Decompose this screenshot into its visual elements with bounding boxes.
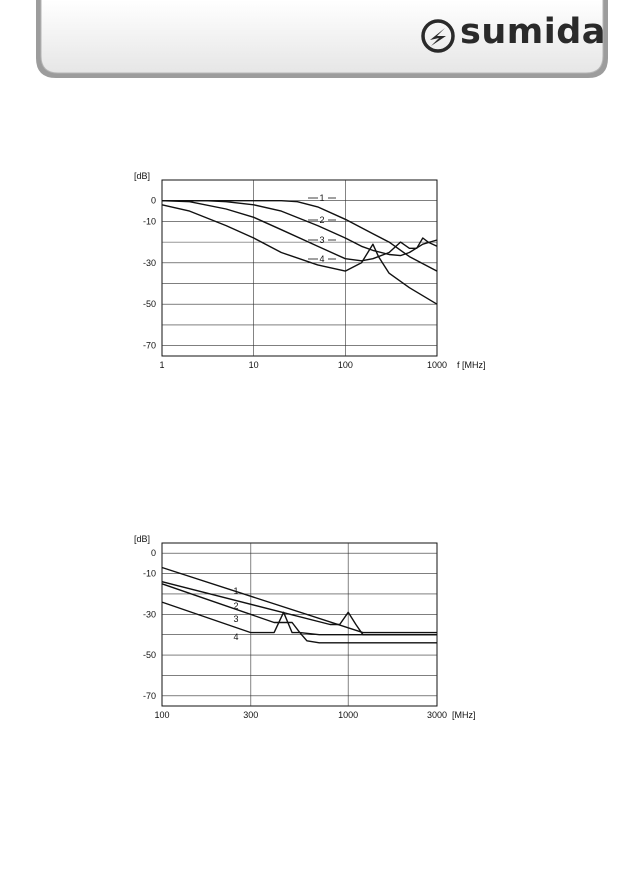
y-tick-label: -30 [142, 257, 156, 268]
series-label: 4 [319, 254, 325, 264]
y-tick-label: -50 [142, 299, 156, 310]
series-line-1 [162, 201, 437, 271]
series-label: 3 [233, 614, 239, 624]
x-tick-label: 300 [243, 710, 259, 720]
x-axis-label: f [MHz] [457, 360, 486, 370]
y-tick-label: 0 [150, 195, 156, 206]
series-label: 3 [319, 235, 325, 245]
x-tick-label: 100 [337, 360, 353, 370]
y-tick-label: -30 [142, 609, 156, 620]
x-tick-label: 1 [159, 360, 165, 370]
y-axis-label: [dB] [134, 171, 151, 181]
brand-name: sumida [460, 12, 606, 52]
series-label: 1 [233, 586, 239, 596]
y-tick-label: -70 [142, 340, 156, 351]
y-tick-label: -70 [142, 690, 156, 701]
x-tick-label: 3000 [426, 710, 448, 720]
x-tick-label: 100 [154, 710, 170, 720]
x-tick-label: 10 [248, 360, 259, 370]
x-axis-label: [MHz] [452, 710, 476, 720]
x-tick-label: 1000 [426, 360, 448, 370]
plot-frame [162, 543, 437, 706]
series-line-2 [162, 582, 437, 635]
series-label: 2 [233, 601, 239, 611]
y-axis-label: [dB] [134, 534, 151, 544]
y-tick-label: 0 [150, 548, 156, 559]
plot-frame [162, 180, 437, 356]
series-line-3 [162, 201, 437, 261]
series-label: 2 [319, 215, 325, 225]
y-tick-label: -10 [142, 568, 156, 579]
series-line-4 [162, 602, 437, 635]
series-line-1 [162, 568, 437, 633]
x-tick-label: 1000 [338, 710, 359, 720]
y-tick-label: -50 [142, 650, 156, 661]
series-label: 4 [233, 632, 239, 642]
y-tick-label: -10 [142, 216, 156, 227]
series-label: 1 [319, 193, 325, 203]
